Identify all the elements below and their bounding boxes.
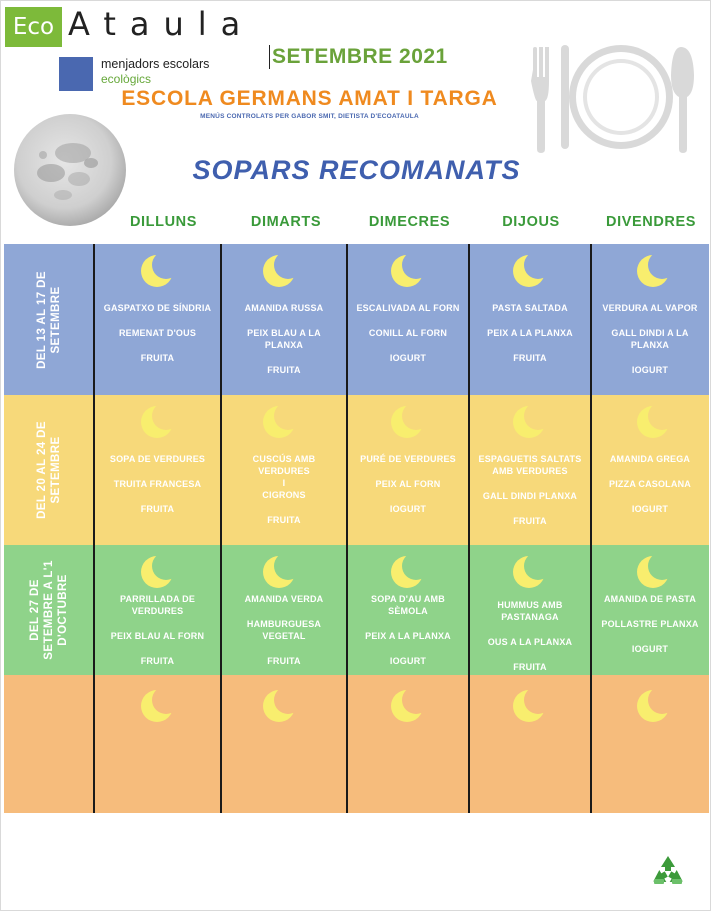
menu-cell — [221, 453, 347, 526]
crescent-moon-icon — [390, 555, 424, 589]
week-label — [4, 545, 94, 675]
week-label-text: DEL 13 AL 17 DE SETEMBRE — [36, 270, 63, 369]
dish-item: FRUITA — [140, 504, 175, 514]
crescent-moon-icon — [390, 405, 424, 439]
dish-item: FRUITA — [513, 516, 547, 526]
dish-item: PEIX A LA PLANXA — [365, 631, 451, 641]
crescent-moon-icon — [512, 405, 546, 439]
crescent-moon-icon — [636, 555, 670, 589]
day-headings — [1, 214, 711, 236]
menu-cell — [221, 593, 347, 667]
dish-item: AMANIDA VERDA — [244, 594, 324, 604]
menu-cell — [347, 302, 469, 364]
dish-item: CUSCÚS AMB VERDURES I CIGRONS — [252, 454, 316, 500]
column-divider — [346, 244, 348, 813]
dish-item: IOGURT — [389, 504, 427, 514]
day-tuesday: DIMARTS — [250, 214, 322, 230]
dish-item: OUS A LA PLANXA — [487, 637, 573, 647]
logo-tagline-2: ecològics — [101, 72, 152, 86]
crescent-moon-icon — [262, 689, 296, 723]
menu-cell — [469, 453, 591, 527]
cutlery-plate-icon — [531, 41, 703, 153]
school-name: ESCOLA GERMANS AMAT I TARGA — [121, 87, 498, 110]
crescent-moon-icon — [262, 555, 296, 589]
dish-item: CONILL AL FORN — [368, 328, 448, 338]
menu-grid — [4, 244, 709, 813]
menu-cell — [94, 453, 221, 515]
dish-item: SOPA D'AU AMB SÈMOLA — [371, 594, 445, 616]
crescent-moon-icon — [262, 254, 296, 288]
logo-tagline-1: menjadors escolars — [101, 57, 210, 71]
week-label-text: DEL 27 DE SETEMBRE A L'1 D'OCTUBRE — [29, 560, 69, 660]
crescent-moon-icon — [512, 689, 546, 723]
dish-item: PASTA SALTADA — [492, 303, 568, 313]
dish-item: PARRILLADA DE VERDURES — [119, 594, 196, 616]
dish-item: IOGURT — [389, 656, 427, 666]
logo-ataula: Ataula — [68, 5, 255, 43]
recycle-icon — [648, 853, 688, 893]
dish-item: IOGURT — [631, 644, 669, 654]
menu-cell — [591, 302, 709, 376]
dish-item: AMANIDA DE PASTA — [603, 594, 697, 604]
dish-item: GASPATXO DE SÍNDRIA — [103, 303, 212, 313]
menu-cell — [469, 302, 591, 364]
column-divider — [220, 244, 222, 813]
dish-item: PEIX A LA PLANXA — [487, 328, 573, 338]
column-divider — [468, 244, 470, 813]
menu-cell — [221, 302, 347, 376]
dish-item: IOGURT — [631, 365, 669, 375]
dish-item: PEIX AL FORN — [375, 479, 441, 489]
menu-cell — [591, 453, 709, 515]
dish-item: FRUITA — [513, 662, 547, 672]
crescent-moon-icon — [512, 555, 546, 589]
dish-item: ESCALIVADA AL FORN — [356, 303, 460, 313]
crescent-moon-icon — [390, 254, 424, 288]
column-divider — [590, 244, 592, 813]
logo-square — [59, 57, 93, 91]
dish-item: REMENAT D'OUS — [118, 328, 197, 338]
day-wednesday: DIMECRES — [368, 214, 451, 230]
menu-cell — [347, 593, 469, 667]
menu-cell — [94, 593, 221, 667]
day-monday: DILLUNS — [129, 214, 198, 230]
dish-item: FRUITA — [267, 515, 301, 525]
menu-subtitle: MENÚS CONTROLATS PER GABOR SMIT, DIETISTA D'ECOATAULA — [200, 113, 419, 120]
dish-item: IOGURT — [631, 504, 669, 514]
dish-item: FRUITA — [267, 365, 301, 375]
crescent-moon-icon — [512, 254, 546, 288]
day-thursday: DIJOUS — [502, 214, 560, 230]
page-title: SOPARS RECOMANATS — [192, 155, 521, 185]
week-label — [4, 244, 94, 395]
crescent-moon-icon — [140, 555, 174, 589]
dish-item: HUMMUS AMB PASTANAGA — [497, 600, 563, 622]
dish-item: GALL DINDI PLANXA — [482, 491, 578, 501]
logo-eco: Eco — [5, 7, 62, 47]
dish-item: GALL DINDI A LA PLANXA — [611, 328, 689, 350]
menu-cell — [591, 593, 709, 655]
crescent-moon-icon — [140, 405, 174, 439]
dish-item: PEIX BLAU A LA PLANXA — [247, 328, 321, 350]
dish-item: PIZZA CASOLANA — [609, 479, 691, 489]
dish-item: PURÉ DE VERDURES — [360, 454, 456, 464]
dish-item: SOPA DE VERDURES — [109, 454, 206, 464]
crescent-moon-icon — [636, 254, 670, 288]
crescent-moon-icon — [140, 254, 174, 288]
week-label-text: DEL 20 AL 24 DE SETEMBRE — [36, 421, 63, 519]
dish-item: AMANIDA GREGA — [609, 454, 691, 464]
dish-item: AMANIDA RUSSA — [244, 303, 324, 313]
dish-item: VERDURA AL VAPOR — [602, 303, 698, 313]
menu-cell — [469, 599, 591, 673]
dish-item: IOGURT — [389, 353, 427, 363]
dish-item: POLLASTRE PLANXA — [601, 619, 699, 629]
dish-item: FRUITA — [267, 656, 301, 666]
crescent-moon-icon — [140, 689, 174, 723]
crescent-moon-icon — [636, 405, 670, 439]
dish-item: FRUITA — [140, 353, 175, 363]
dish-item: PEIX BLAU AL FORN — [110, 631, 205, 641]
dish-item: FRUITA — [513, 353, 547, 363]
week-label — [4, 675, 94, 813]
dish-item: TRUITA FRANCESA — [113, 479, 202, 489]
week-row — [4, 675, 709, 813]
ecoataula-logo — [5, 5, 255, 93]
month-heading: SETEMBRE 2021 — [269, 45, 448, 69]
column-divider — [93, 244, 95, 813]
day-friday: DIVENDRES — [606, 214, 696, 230]
dish-item: ESPAGUETIS SALTATS AMB VERDURES — [478, 454, 582, 476]
crescent-moon-icon — [636, 689, 670, 723]
crescent-moon-icon — [390, 689, 424, 723]
menu-cell — [94, 302, 221, 364]
menu-cell — [347, 453, 469, 515]
week-label — [4, 395, 94, 545]
dish-item: HAMBURGUESA VEGETAL — [246, 619, 322, 641]
crescent-moon-icon — [262, 405, 296, 439]
dish-item: FRUITA — [140, 656, 175, 666]
